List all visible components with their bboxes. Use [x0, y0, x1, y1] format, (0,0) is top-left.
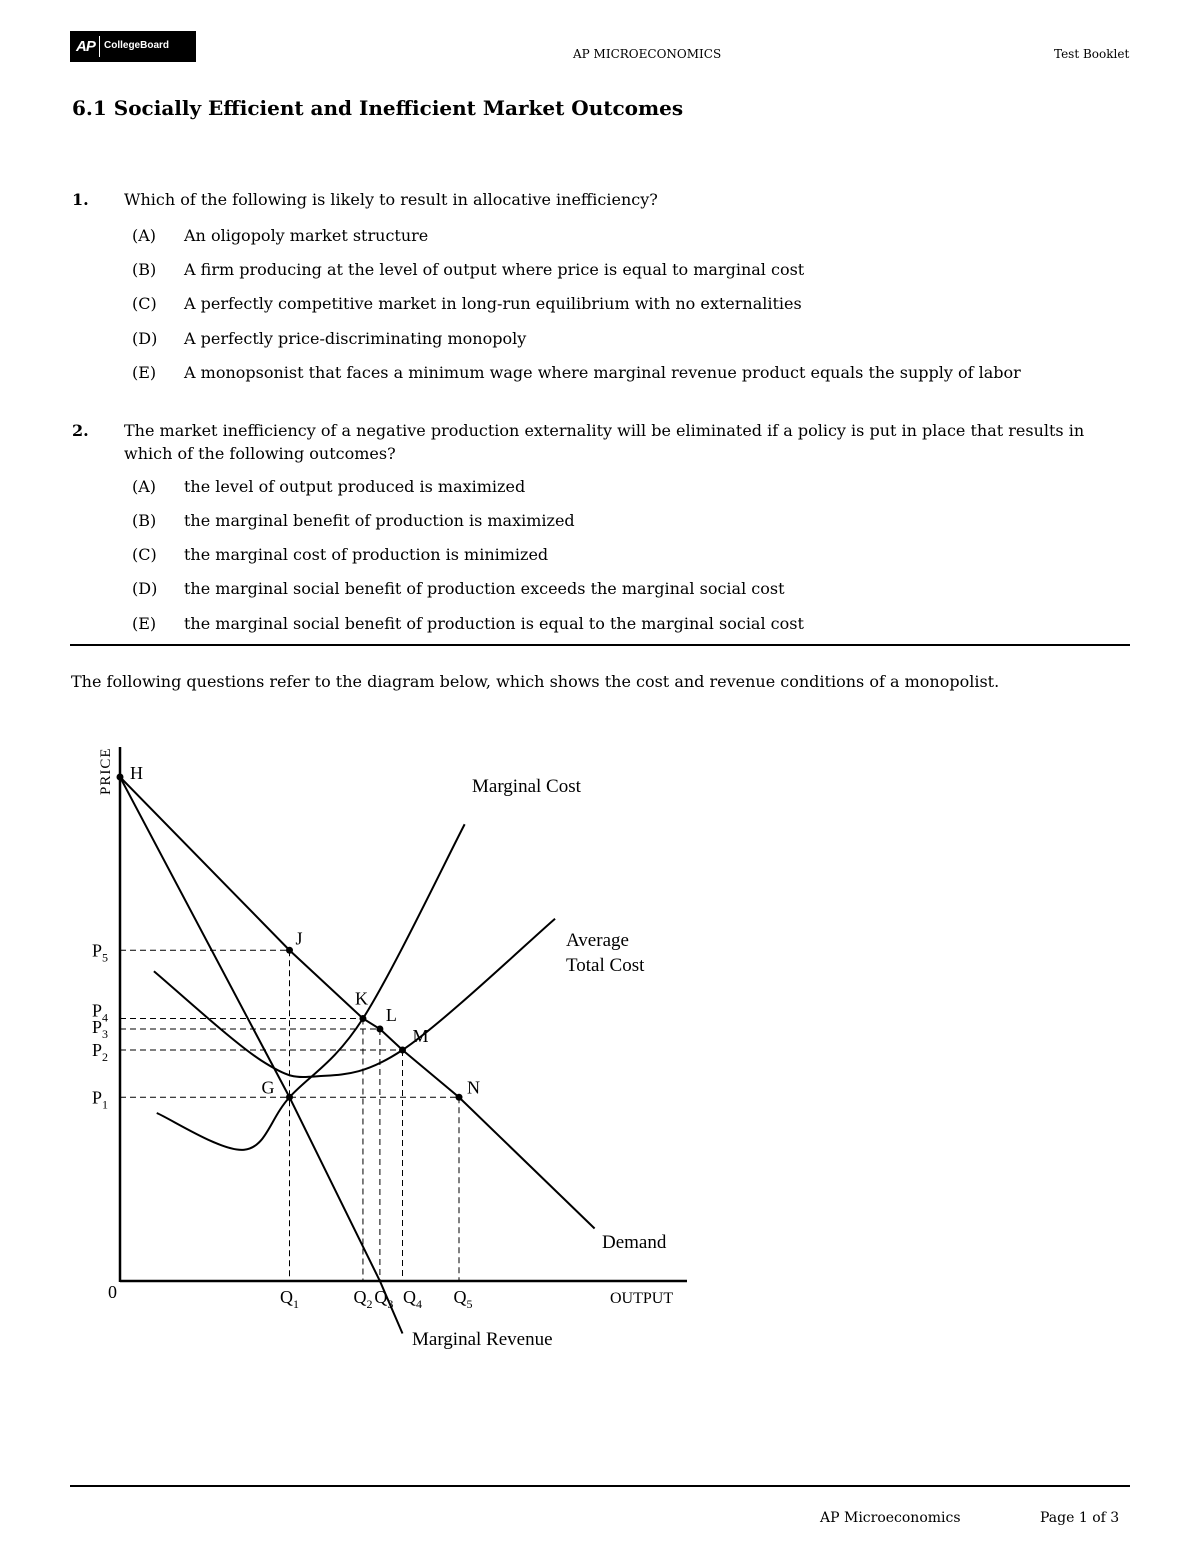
- option-letter: (E): [132, 363, 157, 382]
- option-text: the level of output produced is maximized: [184, 477, 526, 496]
- point-g-label: G: [261, 1077, 275, 1098]
- point-k-marker: [359, 1015, 366, 1022]
- point-h-marker: [117, 774, 124, 781]
- diagram-intro-text: The following questions refer to the diagram below, which shows the cost and revenue conditions of a monopolist.: [71, 672, 1000, 691]
- page-title: 6.1 Socially Efficient and Inefficient Market Outcomes: [72, 96, 684, 120]
- header-booklet: Test Booklet: [1054, 47, 1130, 61]
- option-letter: (C): [132, 294, 157, 313]
- marginal-cost-curve: [157, 824, 465, 1150]
- option-text: A monopsonist that faces a minimum wage where marginal revenue product equals the supply of labor: [184, 363, 1021, 382]
- point-l-label: L: [385, 1005, 397, 1025]
- marginal-cost-label: Marginal Cost: [472, 776, 581, 797]
- point-n-label: N: [467, 1077, 480, 1098]
- option-letter: (E): [132, 614, 157, 633]
- y-tick-label-p1: $P_1$: [92, 1087, 109, 1112]
- demand-label: Demand: [602, 1232, 667, 1253]
- point-n-marker: [456, 1094, 463, 1101]
- section-divider: [70, 644, 1130, 646]
- monopolist-cost-revenue-diagram: [90, 735, 710, 1365]
- option-text: A perfectly price-discriminating monopoly: [184, 329, 527, 348]
- option-letter: (D): [132, 579, 158, 598]
- footer-subject: AP Microeconomics: [820, 1510, 961, 1526]
- footer-divider: [70, 1485, 1130, 1487]
- x-tick-label-q4: $Q_4$: [403, 1287, 422, 1311]
- point-m-marker: [399, 1047, 406, 1054]
- option-letter: (B): [132, 260, 157, 279]
- average-total-cost-label-line2: Total Cost: [566, 955, 645, 976]
- x-tick-label-q2: $Q_2$: [353, 1287, 373, 1311]
- option-text: A perfectly competitive market in long-run equilibrium with no externalities: [184, 294, 802, 313]
- point-j-marker: [286, 947, 293, 954]
- footer-page-number: Page 1 of 3: [1040, 1510, 1120, 1526]
- header-subject: AP MICROECONOMICS: [573, 47, 722, 61]
- option-text: the marginal social benefit of production is equal to the marginal social cost: [184, 614, 804, 633]
- y-tick-label-p4: $P_4$: [92, 1000, 109, 1025]
- logo-ap-text: AP: [76, 38, 95, 55]
- point-g-marker: [286, 1094, 293, 1101]
- x-tick-label-q5: $Q_5$: [453, 1287, 473, 1311]
- option-text: the marginal social benefit of production exceeds the marginal social cost: [184, 579, 785, 598]
- x-axis-title: OUTPUT: [610, 1290, 674, 1307]
- average-total-cost-label-line1: Average: [566, 930, 629, 951]
- option-text: the marginal benefit of production is maximized: [184, 511, 575, 530]
- option-letter: (B): [132, 511, 157, 530]
- question-number: 2.: [72, 421, 89, 440]
- marginal-revenue-curve: [120, 777, 403, 1334]
- option-text: the marginal cost of production is minimized: [184, 545, 549, 564]
- college-board-logo: [70, 31, 196, 62]
- y-tick-label-p2: $P_2$: [92, 1040, 109, 1064]
- x-tick-label-q1: $Q_1$: [280, 1287, 299, 1311]
- question-text: Which of the following is likely to result in allocative inefficiency?: [124, 190, 658, 209]
- option-letter: (D): [132, 329, 158, 348]
- question-text: The market inefficiency of a negative production externality will be eliminated if a policy is put in place that results in which of the following outcomes?: [124, 421, 1085, 463]
- point-k-label: K: [354, 988, 368, 1009]
- y-tick-label-p3: $P_3$: [92, 1017, 109, 1041]
- logo-divider: [99, 36, 100, 57]
- origin-label: 0: [108, 1282, 117, 1302]
- point-m-label: M: [412, 1026, 429, 1046]
- question-number: 1.: [72, 190, 89, 209]
- option-letter: (A): [132, 226, 157, 245]
- option-letter: (C): [132, 545, 157, 564]
- y-tick-label-p5: $P_5$: [92, 940, 109, 965]
- option-text: An oligopoly market structure: [184, 226, 429, 245]
- point-j-label: J: [295, 928, 303, 949]
- marginal-revenue-label: Marginal Revenue: [412, 1329, 553, 1350]
- point-h-label: H: [130, 763, 143, 783]
- logo-collegeboard-text: CollegeBoard: [104, 40, 170, 51]
- y-axis-title: PRICE: [98, 747, 114, 795]
- x-tick-label-q3: $Q_3$: [374, 1287, 394, 1311]
- point-l-marker: [376, 1026, 383, 1033]
- option-letter: (A): [132, 477, 157, 496]
- option-text: A firm producing at the level of output where price is equal to marginal cost: [184, 260, 805, 279]
